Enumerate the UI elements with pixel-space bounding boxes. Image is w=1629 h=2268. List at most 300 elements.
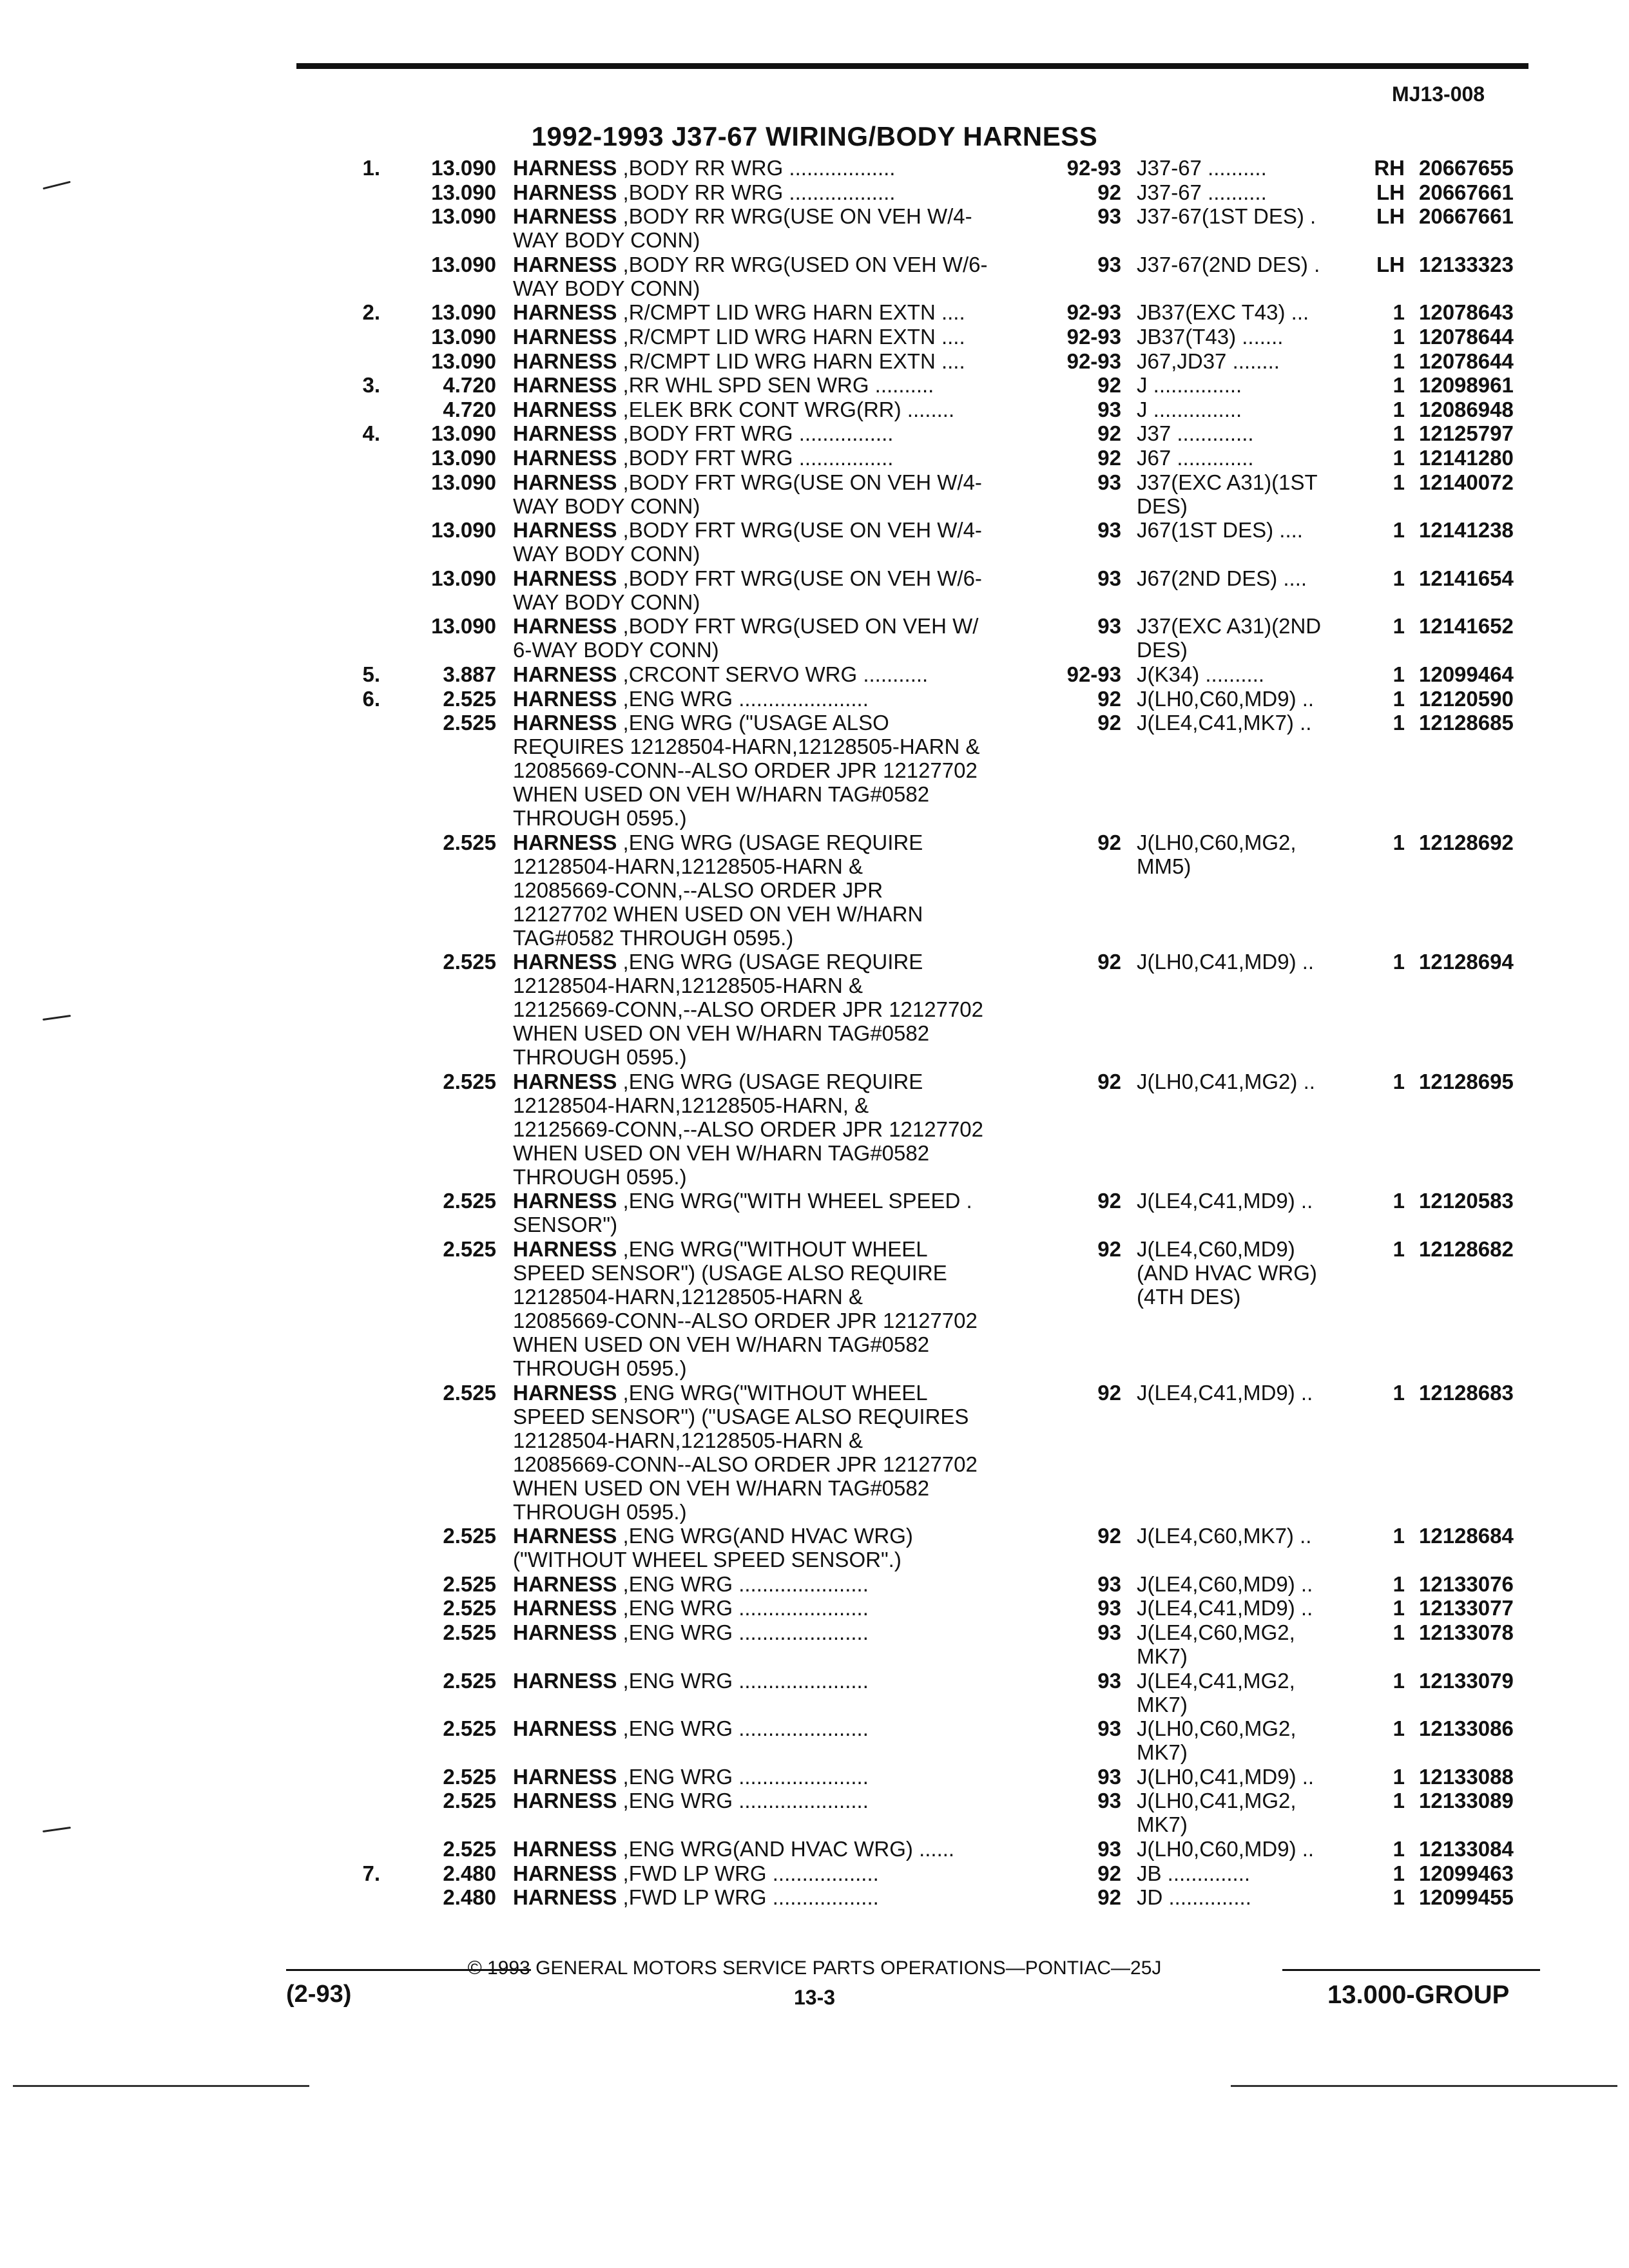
usage: J37-67(2ND DES) . xyxy=(1137,252,1320,276)
usage: JB .............. xyxy=(1137,1861,1251,1885)
quantity: 1 xyxy=(1393,830,1405,854)
model-year: 92 xyxy=(1097,180,1121,204)
group-number: 2.480 xyxy=(443,1861,496,1885)
part-number: 12133079 xyxy=(1419,1668,1514,1693)
part-detail: ,RR WHL SPD SEN WRG .......... xyxy=(617,373,934,398)
model-year: 92 xyxy=(1097,711,1121,735)
part-detail: ,ENG WRG ...................... xyxy=(617,1668,869,1693)
table-row xyxy=(0,1070,1629,1189)
quantity: 1 xyxy=(1393,1620,1405,1645)
bottom-rule-left xyxy=(13,2085,309,2087)
quantity: 1 xyxy=(1393,1668,1405,1693)
footer-date: (2-93) xyxy=(286,1981,352,2008)
part-number: 12128692 xyxy=(1419,830,1514,854)
footer-page-number: 13-3 xyxy=(793,1986,836,2009)
part-description xyxy=(513,349,1041,373)
part-description xyxy=(513,1070,1041,1189)
part-name: HARNESS xyxy=(513,1524,617,1548)
item-number: 1. xyxy=(362,156,380,180)
part-detail: ,ENG WRG ...................... xyxy=(617,1596,869,1620)
parts-list xyxy=(0,156,1629,1910)
part-number: 12133323 xyxy=(1419,252,1514,276)
quantity: 1 xyxy=(1393,711,1405,735)
part-name: HARNESS xyxy=(513,300,617,325)
model-year: 92 xyxy=(1097,373,1121,398)
model-year: 93 xyxy=(1097,1837,1121,1861)
part-description xyxy=(513,1524,1041,1571)
model-year: 92 xyxy=(1097,421,1121,446)
part-detail: ,ENG WRG("WITH WHEEL SPEED . SENSOR") xyxy=(513,1189,972,1237)
part-detail: ,R/CMPT LID WRG HARN EXTN .... xyxy=(617,300,965,325)
usage: J37-67 .......... xyxy=(1137,180,1267,204)
part-number: 20667655 xyxy=(1419,156,1514,180)
part-name: HARNESS xyxy=(513,470,617,494)
group-number: 13.090 xyxy=(431,180,496,204)
part-detail: ,BODY RR WRG .................. xyxy=(617,180,896,204)
part-description xyxy=(513,711,1041,830)
part-number: 12133084 xyxy=(1419,1837,1514,1861)
item-number: 7. xyxy=(362,1861,380,1885)
footer-copyright: © 1993 GENERAL MOTORS SERVICE PARTS OPERATIONS—PONTIAC—25J xyxy=(467,1957,1162,1979)
model-year: 93 xyxy=(1097,397,1121,421)
part-name: HARNESS xyxy=(513,950,617,974)
usage: J67(2ND DES) .... xyxy=(1137,566,1307,590)
table-row xyxy=(0,1620,1629,1669)
table-row xyxy=(0,325,1629,349)
group-number: 2.525 xyxy=(443,711,496,735)
part-number: 12086948 xyxy=(1419,397,1514,421)
table-row xyxy=(0,1189,1629,1237)
part-description xyxy=(513,1189,1041,1236)
usage: J(LH0,C41,MD9) .. xyxy=(1137,950,1315,974)
usage: J37(EXC A31)(2ND DES) xyxy=(1137,614,1322,662)
group-number: 13.090 xyxy=(431,156,496,180)
model-year: 92-93 xyxy=(1066,349,1121,373)
quantity: 1 xyxy=(1393,1069,1405,1093)
quantity: LH xyxy=(1376,252,1405,276)
quantity: 1 xyxy=(1393,1861,1405,1885)
model-year: 92-93 xyxy=(1066,662,1121,686)
part-number: 20667661 xyxy=(1419,180,1514,204)
part-number: 12120590 xyxy=(1419,686,1514,711)
item-number: 4. xyxy=(362,421,380,446)
part-detail: ,R/CMPT LID WRG HARN EXTN .... xyxy=(617,324,965,349)
quantity: 1 xyxy=(1393,1885,1405,1910)
table-row xyxy=(0,180,1629,205)
item-number: 2. xyxy=(362,300,380,325)
table-row xyxy=(0,614,1629,662)
page-code: MJ13-008 xyxy=(1392,82,1485,106)
group-number: 13.090 xyxy=(431,252,496,276)
part-number: 12141238 xyxy=(1419,518,1514,543)
usage: J(LE4,C41,MD9) .. xyxy=(1137,1596,1313,1620)
part-description xyxy=(513,373,1041,397)
model-year: 92 xyxy=(1097,686,1121,711)
group-number: 2.525 xyxy=(443,1571,496,1596)
table-row xyxy=(0,687,1629,711)
part-number: 12078644 xyxy=(1419,349,1514,373)
model-year: 93 xyxy=(1097,614,1121,639)
part-description xyxy=(513,1885,1041,1909)
part-description xyxy=(513,1596,1041,1620)
group-number: 13.090 xyxy=(431,349,496,373)
part-detail: ,ENG WRG (USAGE REQUIRE 12128504-HARN,12128505-HARN & 12085669-CONN,--ALSO ORDER JPR 12127702 WHEN USED ON VEH W/HARN TAG#0582 THROUGH 0595.) xyxy=(513,830,923,950)
group-number: 2.480 xyxy=(443,1885,496,1910)
table-row xyxy=(0,1765,1629,1789)
group-number: 2.525 xyxy=(443,1524,496,1548)
part-detail: ,BODY FRT WRG ................ xyxy=(617,445,894,470)
group-number: 2.525 xyxy=(443,1237,496,1262)
part-number: 12099455 xyxy=(1419,1885,1514,1910)
usage: JB37(T43) ....... xyxy=(1137,324,1284,349)
table-row xyxy=(0,1789,1629,1837)
part-detail: ,BODY FRT WRG ................ xyxy=(617,421,894,446)
usage: J67(1ST DES) .... xyxy=(1137,518,1303,543)
part-name: HARNESS xyxy=(513,830,617,854)
table-row xyxy=(0,1861,1629,1886)
usage: J(LE4,C60,MD9) (AND HVAC WRG) (4TH DES) xyxy=(1137,1237,1317,1309)
quantity: 1 xyxy=(1393,1524,1405,1548)
part-name: HARNESS xyxy=(513,1861,617,1885)
table-row xyxy=(0,204,1629,253)
group-number: 2.525 xyxy=(443,686,496,711)
table-row xyxy=(0,1837,1629,1861)
quantity: 1 xyxy=(1393,373,1405,398)
part-description xyxy=(513,1572,1041,1596)
quantity: 1 xyxy=(1393,1571,1405,1596)
part-name: HARNESS xyxy=(513,614,617,639)
part-number: 12128682 xyxy=(1419,1237,1514,1262)
part-name: HARNESS xyxy=(513,1668,617,1693)
part-detail: ,ENG WRG(AND HVAC WRG) ("WITHOUT WHEEL SPEED SENSOR".) xyxy=(513,1524,913,1572)
part-name: HARNESS xyxy=(513,324,617,349)
model-year: 93 xyxy=(1097,1668,1121,1693)
part-name: HARNESS xyxy=(513,1571,617,1596)
part-detail: ,BODY RR WRG(USE ON VEH W/4- WAY BODY CONN) xyxy=(513,204,972,253)
part-name: HARNESS xyxy=(513,1837,617,1861)
usage: J(LE4,C41,MG2, MK7) xyxy=(1137,1668,1295,1716)
part-name: HARNESS xyxy=(513,1380,617,1405)
part-name: HARNESS xyxy=(513,662,617,686)
model-year: 93 xyxy=(1097,204,1121,229)
group-number: 13.090 xyxy=(431,518,496,543)
part-description xyxy=(513,662,1041,686)
model-year: 93 xyxy=(1097,1789,1121,1813)
quantity: 1 xyxy=(1393,1789,1405,1813)
table-row xyxy=(0,421,1629,446)
usage: J(LE4,C60,MD9) .. xyxy=(1137,1571,1313,1596)
part-description xyxy=(513,156,1041,180)
item-number: 5. xyxy=(362,662,380,686)
part-name: HARNESS xyxy=(513,1620,617,1645)
quantity: 1 xyxy=(1393,1237,1405,1262)
table-row xyxy=(0,950,1629,1070)
part-number: 12140072 xyxy=(1419,470,1514,494)
group-number: 2.525 xyxy=(443,1716,496,1741)
group-number: 13.090 xyxy=(431,421,496,446)
quantity: 1 xyxy=(1393,566,1405,590)
model-year: 93 xyxy=(1097,518,1121,543)
part-name: HARNESS xyxy=(513,1789,617,1813)
model-year: 92-93 xyxy=(1066,324,1121,349)
table-row xyxy=(0,1885,1629,1910)
table-row xyxy=(0,156,1629,180)
part-detail: ,ENG WRG("WITHOUT WHEEL SPEED SENSOR") ("USAGE ALSO REQUIRES 12128504-HARN,12128505-HARN & 12085669-CONN--ALSO ORDER JPR 12127702 WHEN USED ON VEH W/HARN TAG#0582 THROUGH 0595.) xyxy=(513,1380,978,1524)
usage: J(LE4,C60,MK7) .. xyxy=(1137,1524,1312,1548)
part-detail: ,ENG WRG (USAGE REQUIRE 12128504-HARN,12128505-HARN & 12125669-CONN,--ALSO ORDER JPR 12127702 WHEN USED ON VEH W/HARN TAG#0582 THROUGH 0595.) xyxy=(513,950,984,1070)
usage: J(LE4,C41,MK7) .. xyxy=(1137,711,1312,735)
usage: J(LH0,C41,MG2) .. xyxy=(1137,1069,1315,1093)
usage: J67 ............. xyxy=(1137,445,1254,470)
part-detail: ,ENG WRG ("USAGE ALSO REQUIRES 12128504-HARN,12128505-HARN & 12085669-CONN--ALSO ORDER JPR 12127702 WHEN USED ON VEH W/HARN TAG#0582 THROUGH 0595.) xyxy=(513,711,980,831)
part-name: HARNESS xyxy=(513,686,617,711)
usage: JD .............. xyxy=(1137,1885,1251,1910)
table-row xyxy=(0,470,1629,519)
part-name: HARNESS xyxy=(513,566,617,590)
part-detail: ,BODY RR WRG(USED ON VEH W/6- WAY BODY CONN) xyxy=(513,252,988,300)
table-row xyxy=(0,398,1629,422)
part-detail: ,ELEK BRK CONT WRG(RR) ........ xyxy=(617,397,955,421)
part-description xyxy=(513,566,1041,614)
part-detail: ,ENG WRG ...................... xyxy=(617,686,869,711)
bottom-rule-right xyxy=(1231,2085,1617,2087)
table-row xyxy=(0,446,1629,470)
group-number: 2.525 xyxy=(443,1189,496,1213)
part-number: 12141654 xyxy=(1419,566,1514,590)
part-number: 12133086 xyxy=(1419,1716,1514,1741)
table-row xyxy=(0,566,1629,615)
quantity: 1 xyxy=(1393,1837,1405,1861)
group-number: 2.525 xyxy=(443,1764,496,1789)
model-year: 92 xyxy=(1097,1524,1121,1548)
model-year: 92 xyxy=(1097,830,1121,854)
part-number: 12099464 xyxy=(1419,662,1514,686)
usage: J37(EXC A31)(1ST DES) xyxy=(1137,470,1318,518)
part-number: 12128694 xyxy=(1419,950,1514,974)
model-year: 92 xyxy=(1097,1380,1121,1405)
usage: J(LH0,C60,MD9) .. xyxy=(1137,1837,1315,1861)
group-number: 13.090 xyxy=(431,470,496,494)
usage: J ............... xyxy=(1137,373,1242,398)
part-description xyxy=(513,398,1041,421)
part-number: 20667661 xyxy=(1419,204,1514,229)
model-year: 92 xyxy=(1097,1189,1121,1213)
part-description xyxy=(513,1716,1041,1740)
model-year: 93 xyxy=(1097,252,1121,276)
part-detail: ,FWD LP WRG .................. xyxy=(617,1861,879,1885)
table-row xyxy=(0,518,1629,566)
part-name: HARNESS xyxy=(513,349,617,373)
model-year: 93 xyxy=(1097,1620,1121,1645)
quantity: 1 xyxy=(1393,686,1405,711)
table-row xyxy=(0,1237,1629,1381)
quantity: 1 xyxy=(1393,421,1405,446)
quantity: 1 xyxy=(1393,950,1405,974)
model-year: 92 xyxy=(1097,1069,1121,1093)
table-row xyxy=(0,349,1629,374)
quantity: 1 xyxy=(1393,662,1405,686)
group-number: 2.525 xyxy=(443,1380,496,1405)
table-row xyxy=(0,1381,1629,1524)
part-name: HARNESS xyxy=(513,1189,617,1213)
part-name: HARNESS xyxy=(513,518,617,543)
model-year: 93 xyxy=(1097,1596,1121,1620)
part-description xyxy=(513,831,1041,950)
table-row xyxy=(0,1669,1629,1717)
part-detail: ,ENG WRG ...................... xyxy=(617,1716,869,1741)
part-detail: ,ENG WRG(AND HVAC WRG) ...... xyxy=(617,1837,955,1861)
part-description xyxy=(513,253,1041,300)
table-row xyxy=(0,373,1629,398)
model-year: 93 xyxy=(1097,1764,1121,1789)
table-row xyxy=(0,1596,1629,1620)
part-number: 12098961 xyxy=(1419,373,1514,398)
part-name: HARNESS xyxy=(513,373,617,398)
top-rule xyxy=(296,63,1528,69)
part-detail: ,ENG WRG("WITHOUT WHEEL SPEED SENSOR") (USAGE ALSO REQUIRE 12128504-HARN,12128505-HARN & 12085669-CONN--ALSO ORDER JPR 12127702 WHEN USED ON VEH W/HARN TAG#0582 THROUGH 0595.) xyxy=(513,1237,978,1381)
part-detail: ,ENG WRG ...................... xyxy=(617,1571,869,1596)
model-year: 92 xyxy=(1097,1885,1121,1910)
part-name: HARNESS xyxy=(513,1596,617,1620)
part-description xyxy=(513,518,1041,566)
part-number: 12141652 xyxy=(1419,614,1514,639)
usage: J(K34) .......... xyxy=(1137,662,1265,686)
item-number: 3. xyxy=(362,373,380,398)
usage: J ............... xyxy=(1137,397,1242,421)
footer-group: 13.000-GROUP xyxy=(1327,1981,1510,2009)
part-number: 12141280 xyxy=(1419,445,1514,470)
part-description xyxy=(513,204,1041,252)
group-number: 2.525 xyxy=(443,830,496,854)
part-description xyxy=(513,687,1041,711)
quantity: 1 xyxy=(1393,518,1405,543)
part-detail: ,R/CMPT LID WRG HARN EXTN .... xyxy=(617,349,965,373)
quantity: 1 xyxy=(1393,1716,1405,1741)
item-number: 6. xyxy=(362,686,380,711)
part-description xyxy=(513,470,1041,518)
part-name: HARNESS xyxy=(513,711,617,735)
quantity: 1 xyxy=(1393,614,1405,639)
part-name: HARNESS xyxy=(513,1237,617,1262)
table-row xyxy=(0,662,1629,687)
part-detail: ,BODY FRT WRG(USE ON VEH W/4- WAY BODY CONN) xyxy=(513,518,982,566)
part-detail: ,BODY FRT WRG(USE ON VEH W/6- WAY BODY CONN) xyxy=(513,566,982,614)
usage: JB37(EXC T43) ... xyxy=(1137,300,1309,325)
part-description xyxy=(513,1620,1041,1644)
quantity: 1 xyxy=(1393,1380,1405,1405)
usage: J37 ............. xyxy=(1137,421,1254,446)
model-year: 92 xyxy=(1097,1237,1121,1262)
table-row xyxy=(0,253,1629,301)
quantity: 1 xyxy=(1393,1189,1405,1213)
usage: J37-67 .......... xyxy=(1137,156,1267,180)
part-name: HARNESS xyxy=(513,252,617,276)
usage: J37-67(1ST DES) . xyxy=(1137,204,1316,229)
part-number: 12128695 xyxy=(1419,1069,1514,1093)
part-number: 12133088 xyxy=(1419,1764,1514,1789)
part-detail: ,CRCONT SERVO WRG ........... xyxy=(617,662,929,686)
part-detail: ,ENG WRG ...................... xyxy=(617,1764,869,1789)
usage: J(LH0,C60,MD9) .. xyxy=(1137,686,1315,711)
part-description xyxy=(513,325,1041,349)
part-description xyxy=(513,1765,1041,1789)
page-title: 1992-1993 J37-67 WIRING/BODY HARNESS xyxy=(531,121,1098,151)
part-detail: ,ENG WRG (USAGE REQUIRE 12128504-HARN,12128505-HARN, & 12125669-CONN,--ALSO ORDER JPR 12127702 WHEN USED ON VEH W/HARN TAG#0582 THROUGH 0595.) xyxy=(513,1069,984,1189)
group-number: 2.525 xyxy=(443,1789,496,1813)
group-number: 13.090 xyxy=(431,614,496,639)
quantity: LH xyxy=(1376,180,1405,204)
model-year: 93 xyxy=(1097,470,1121,494)
table-row xyxy=(0,1524,1629,1572)
group-number: 3.887 xyxy=(443,662,496,686)
quantity: 1 xyxy=(1393,470,1405,494)
usage: J(LE4,C60,MG2, MK7) xyxy=(1137,1620,1295,1669)
part-number: 12120583 xyxy=(1419,1189,1514,1213)
table-row xyxy=(0,831,1629,950)
part-description xyxy=(513,1381,1041,1524)
model-year: 92 xyxy=(1097,445,1121,470)
part-name: HARNESS xyxy=(513,204,617,229)
quantity: 1 xyxy=(1393,1764,1405,1789)
quantity: 1 xyxy=(1393,349,1405,373)
quantity: RH xyxy=(1374,156,1405,180)
model-year: 92-93 xyxy=(1066,156,1121,180)
group-number: 2.525 xyxy=(443,1596,496,1620)
part-description xyxy=(513,1669,1041,1693)
usage: J(LE4,C41,MD9) .. xyxy=(1137,1189,1313,1213)
table-row xyxy=(0,1716,1629,1765)
group-number: 2.525 xyxy=(443,1837,496,1861)
group-number: 13.090 xyxy=(431,566,496,590)
part-name: HARNESS xyxy=(513,421,617,446)
part-description xyxy=(513,180,1041,204)
part-detail: ,BODY RR WRG .................. xyxy=(617,156,896,180)
part-number: 12133076 xyxy=(1419,1571,1514,1596)
part-name: HARNESS xyxy=(513,445,617,470)
part-name: HARNESS xyxy=(513,1716,617,1741)
table-row xyxy=(0,711,1629,831)
part-description xyxy=(513,1237,1041,1380)
model-year: 93 xyxy=(1097,566,1121,590)
model-year: 92-93 xyxy=(1066,300,1121,325)
part-number: 12125797 xyxy=(1419,421,1514,446)
part-name: HARNESS xyxy=(513,1069,617,1093)
quantity: LH xyxy=(1376,204,1405,229)
part-name: HARNESS xyxy=(513,397,617,421)
group-number: 4.720 xyxy=(443,397,496,421)
usage: J(LH0,C41,MD9) .. xyxy=(1137,1764,1315,1789)
quantity: 1 xyxy=(1393,445,1405,470)
quantity: 1 xyxy=(1393,397,1405,421)
table-row xyxy=(0,300,1629,325)
group-number: 2.525 xyxy=(443,950,496,974)
part-description xyxy=(513,446,1041,470)
part-name: HARNESS xyxy=(513,156,617,180)
part-name: HARNESS xyxy=(513,1764,617,1789)
part-detail: ,ENG WRG ...................... xyxy=(617,1620,869,1645)
group-number: 4.720 xyxy=(443,373,496,398)
part-detail: ,BODY FRT WRG(USE ON VEH W/4- WAY BODY CONN) xyxy=(513,470,982,518)
part-number: 12128684 xyxy=(1419,1524,1514,1548)
part-number: 12128683 xyxy=(1419,1380,1514,1405)
group-number: 13.090 xyxy=(431,300,496,325)
group-number: 13.090 xyxy=(431,445,496,470)
usage: J(LH0,C41,MG2, MK7) xyxy=(1137,1789,1296,1837)
part-description xyxy=(513,421,1041,445)
part-description xyxy=(513,1861,1041,1885)
part-number: 12078643 xyxy=(1419,300,1514,325)
group-number: 2.525 xyxy=(443,1069,496,1093)
